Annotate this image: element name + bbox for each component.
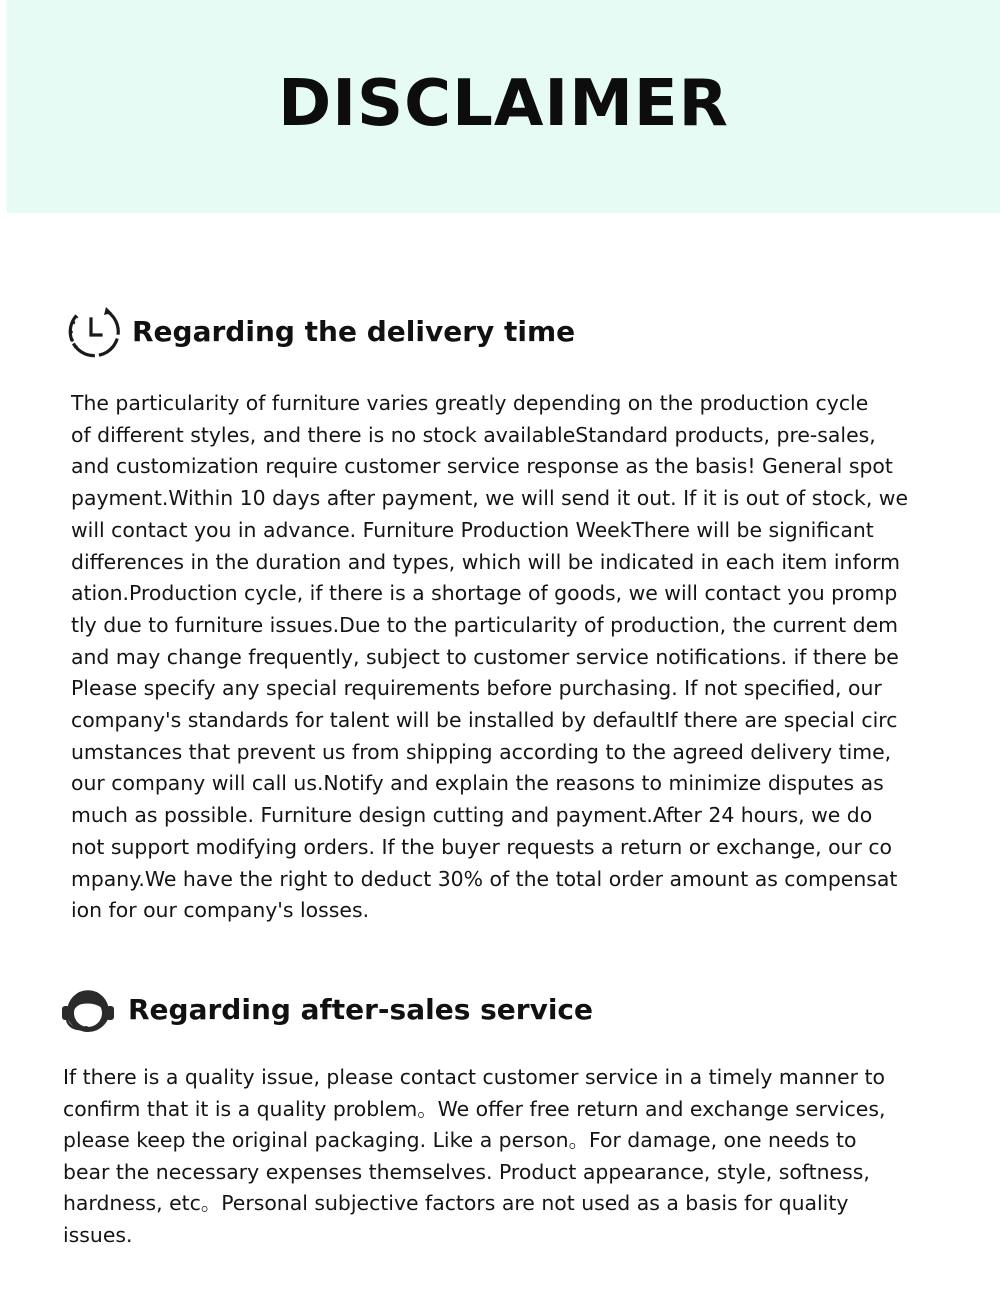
paragraph-line: differences in the duration and types, which will be indicated in each item inform — [71, 549, 901, 574]
paragraph-line: will contact you in advance. Furniture Production WeekThere will be significant — [71, 517, 874, 542]
customer-service-headset-icon — [60, 980, 118, 1038]
paragraph-line: payment.Within 10 days after payment, we will send it out. If it is out of stock, we — [71, 486, 909, 511]
paragraph-line: tly due to furniture issues.Due to the particularity of production, the current dem — [71, 612, 898, 637]
clock-icon — [64, 302, 122, 360]
disclaimer-banner — [7, 0, 1000, 213]
paragraph-line: The particularity of furniture varies greatly depending on the production cycle — [71, 391, 869, 415]
paragraph-line: company's standards for talent will be installed by defaultIf there are special circ — [71, 708, 898, 733]
delivery-heading: Regarding the delivery time — [132, 314, 576, 348]
aftersales-section-header — [60, 980, 593, 1038]
paragraph-line: bear the necessary expenses themselves. Product appearance, style, softness, — [63, 1159, 870, 1184]
paragraph-line: and may change frequently, subject to customer service notifications. if there be — [71, 644, 899, 669]
paragraph-line: please keep the original packaging. Like a person。For damage, one needs to — [63, 1128, 857, 1153]
page-title: DISCLAIMER — [278, 67, 729, 141]
delivery-paragraph — [71, 388, 976, 927]
paragraph-line: much as possible. Furniture design cutting and payment.After 24 hours, we do — [71, 803, 873, 828]
paragraph-line: ion for our company's losses. — [71, 898, 370, 923]
paragraph-line: issues. — [63, 1222, 133, 1247]
aftersales-heading: Regarding after-sales service — [128, 992, 594, 1026]
paragraph-line: ation.Production cycle, if there is a shortage of goods, we will contact you promp — [71, 581, 898, 606]
paragraph-line: not support modifying orders. If the buyer requests a return or exchange, our co — [71, 834, 893, 859]
paragraph-line: hardness, etc。Personal subjective factors are not used as a basis for quality — [63, 1191, 849, 1216]
paragraph-line: Please specify any special requirements before purchasing. If not specified, our — [71, 676, 882, 701]
paragraph-line: If there is a quality issue, please contact customer service in a timely manner to — [63, 1065, 885, 1089]
paragraph-line: umstances that prevent us from shipping according to the agreed delivery time, — [71, 739, 892, 764]
aftersales-paragraph — [63, 1062, 963, 1252]
paragraph-line: mpany.We have the right to deduct 30% of the total order amount as compensat — [71, 866, 898, 891]
paragraph-line: of different styles, and there is no stock availableStandard products, pre-sales, — [71, 422, 876, 447]
paragraph-line: and customization require customer service response as the basis! General spot — [71, 454, 893, 479]
paragraph-line: our company will call us.Notify and explain the reasons to minimize disputes as — [71, 771, 884, 796]
delivery-section-header — [64, 302, 575, 360]
paragraph-line: confirm that it is a quality problem。We offer free return and exchange services, — [63, 1096, 886, 1121]
